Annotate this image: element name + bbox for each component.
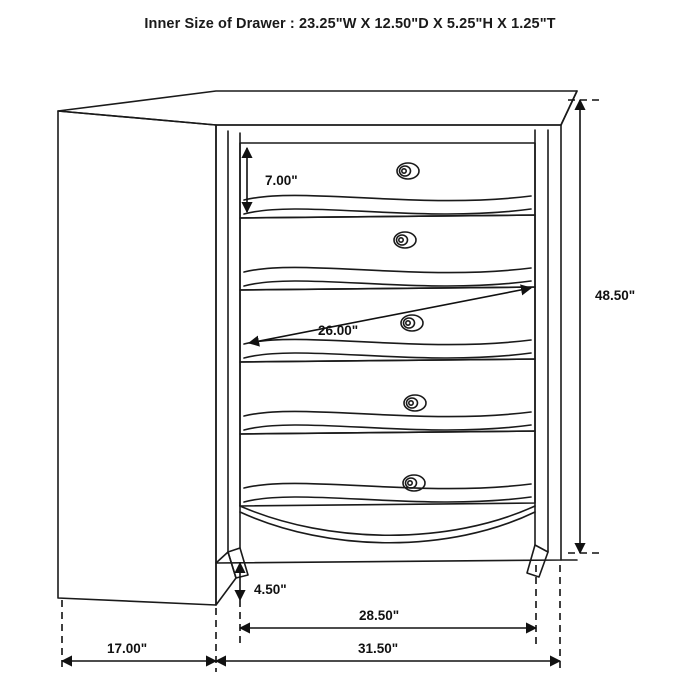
drawer-knob-2: [394, 232, 416, 248]
dimension-label-front-width-inner: 28.50": [359, 608, 400, 623]
dimension-overall-height: [568, 100, 600, 553]
cabinet-top: [58, 91, 577, 125]
drawer-2: [240, 215, 535, 290]
dimension-label-drawer-width-inner: 26.00": [318, 323, 359, 338]
dimension-front-width-inner: [240, 565, 536, 645]
leg-back-left: [216, 552, 236, 605]
cabinet-left-side: [58, 111, 216, 605]
drawer-3: [240, 287, 535, 362]
dimension-label-drawer-height: 7.00": [265, 173, 298, 188]
dimension-label-overall-width: 31.50": [358, 641, 399, 656]
dimension-drawer-width-inner: [249, 288, 531, 343]
drawer-5: [240, 431, 535, 506]
drawer-knob-4: [404, 395, 426, 411]
front-left-stile: [228, 131, 240, 552]
dimension-label-overall-height: 48.50": [595, 288, 636, 303]
page-title: Inner Size of Drawer : 23.25"W X 12.50"D X 5.25"H X 1.25"T: [144, 16, 556, 32]
dimension-label-side-depth: 17.00": [107, 641, 148, 656]
drawer-4: [240, 359, 535, 434]
base-apron: [240, 506, 535, 543]
cabinet-front-frame: [216, 91, 577, 563]
drawer-knob-1: [397, 163, 419, 179]
dimension-label-leg-height: 4.50": [254, 582, 287, 597]
drawer-knob-3: [401, 315, 423, 331]
front-right-stile: [535, 130, 548, 552]
